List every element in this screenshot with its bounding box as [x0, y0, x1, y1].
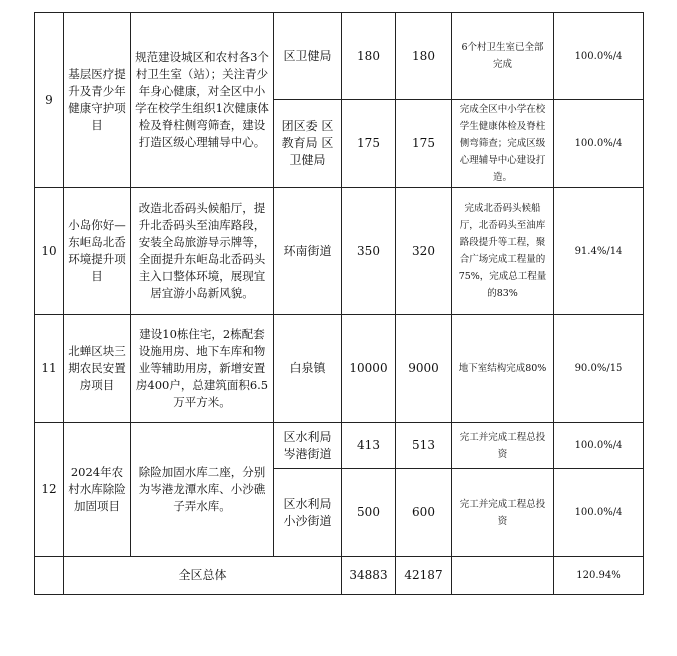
completion-rate: 100.0%/4 — [554, 423, 644, 469]
planned-investment: 175 — [342, 100, 396, 188]
planned-investment: 500 — [342, 469, 396, 557]
completion-rate: 100.0%/4 — [554, 13, 644, 100]
project-table — [34, 12, 644, 595]
total-completed: 42187 — [396, 557, 452, 595]
project-description: 建设10栋住宅，2栋配套设施用房、地下车库和物业等辅助用房，新增安置房400户，总建筑面积6.5万平方米。 — [131, 315, 274, 423]
completed-investment: 9000 — [396, 315, 452, 423]
progress-text: 完成北岙码头候船厅，北岙码头至油库路段提升等工程，聚合广场完成工程量的75%，完成总工程量的83% — [452, 188, 554, 315]
responsible-unit: 区卫健局 — [274, 13, 342, 100]
completed-investment: 513 — [396, 423, 452, 469]
total-rate: 120.94% — [554, 557, 644, 595]
progress-text: 完工并完成工程总投资 — [452, 469, 554, 557]
progress-text: 6个村卫生室已全部完成 — [452, 13, 554, 100]
planned-investment: 180 — [342, 13, 396, 100]
responsible-unit: 团区委 区教育局 区卫健局 — [274, 100, 342, 188]
project-name: 北蝉区块三期农民安置房项目 — [64, 315, 131, 423]
responsible-unit: 区水利局 岑港街道 — [274, 423, 342, 469]
row-number: 12 — [35, 423, 64, 557]
row-number: 10 — [35, 188, 64, 315]
completed-investment: 600 — [396, 469, 452, 557]
planned-investment: 413 — [342, 423, 396, 469]
project-description: 规范建设城区和农村各3个村卫生室（站）；关注青少年身心健康，对全区中小学在校学生组织1次健康体检及脊柱侧弯筛查，建设打造区级心理辅导中心。 — [131, 13, 274, 188]
total-blank-cell — [35, 557, 64, 595]
row-number: 9 — [35, 13, 64, 188]
total-label: 全区总体 — [64, 557, 342, 595]
progress-text: 地下室结构完成80% — [452, 315, 554, 423]
responsible-unit: 环南街道 — [274, 188, 342, 315]
planned-investment: 350 — [342, 188, 396, 315]
completion-rate: 91.4%/14 — [554, 188, 644, 315]
project-name: 基层医疗提升及青少年健康守护项目 — [64, 13, 131, 188]
table-row — [35, 423, 644, 469]
completed-investment: 180 — [396, 13, 452, 100]
project-description: 除险加固水库二座，分别为岑港龙潭水库、小沙礁子弄水库。 — [131, 423, 274, 557]
row-number: 11 — [35, 315, 64, 423]
responsible-unit: 区水利局 小沙街道 — [274, 469, 342, 557]
project-name: 2024年农村水库除险加固项目 — [64, 423, 131, 557]
planned-investment: 10000 — [342, 315, 396, 423]
completion-rate: 100.0%/4 — [554, 100, 644, 188]
completion-rate: 90.0%/15 — [554, 315, 644, 423]
project-name: 小岛你好—东岠岛北岙环境提升项目 — [64, 188, 131, 315]
completion-rate: 100.0%/4 — [554, 469, 644, 557]
table-row — [35, 315, 644, 423]
table-row — [35, 188, 644, 315]
progress-text: 完工并完成工程总投资 — [452, 423, 554, 469]
progress-text: 完成全区中小学在校学生健康体检及脊柱侧弯筛查；完成区级心理辅导中心建设打造。 — [452, 100, 554, 188]
table-row — [35, 13, 644, 100]
total-progress-blank — [452, 557, 554, 595]
completed-investment: 320 — [396, 188, 452, 315]
total-row — [35, 557, 644, 595]
completed-investment: 175 — [396, 100, 452, 188]
project-description: 改造北岙码头候船厅，提升北岙码头至油库路段，安装全岛旅游导示牌等，全面提升东岠岛北岙码头主入口整体环境，展现宜居宜游小岛新风貌。 — [131, 188, 274, 315]
total-planned: 34883 — [342, 557, 396, 595]
responsible-unit: 白泉镇 — [274, 315, 342, 423]
